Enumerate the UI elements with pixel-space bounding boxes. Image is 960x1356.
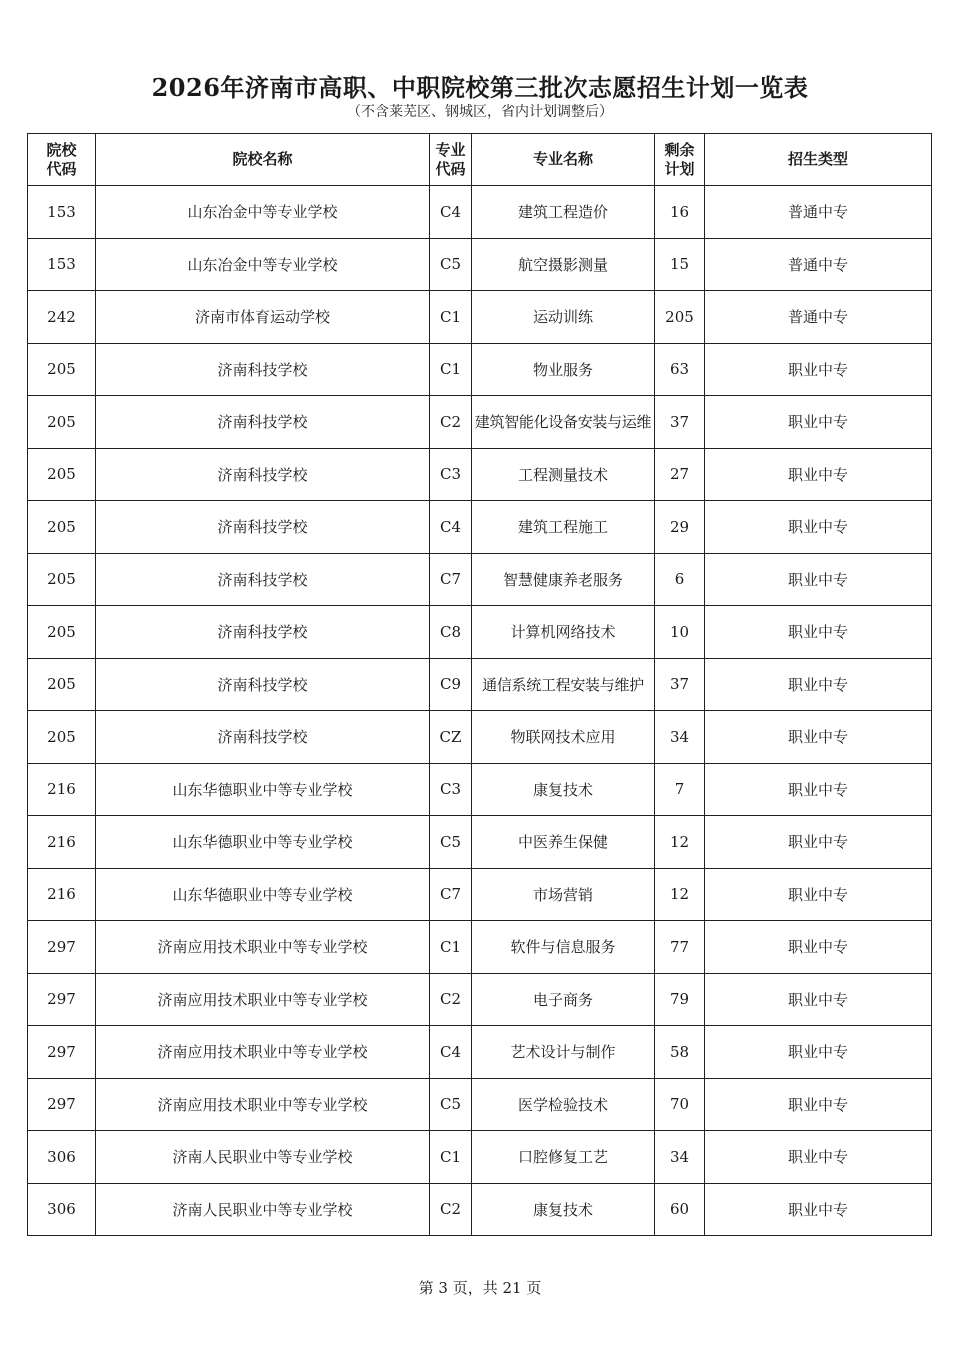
remaining-plan-cell: 37	[655, 396, 705, 449]
school-name-cell: 济南应用技术职业中等专业学校	[96, 973, 430, 1026]
enrollment-type-cell: 普通中专	[705, 186, 932, 239]
enrollment-type-cell: 职业中专	[705, 921, 932, 974]
major-name-cell: 建筑智能化设备安装与运维	[472, 396, 655, 449]
remaining-plan-cell: 63	[655, 343, 705, 396]
school-name-cell: 山东冶金中等专业学校	[96, 186, 430, 239]
school-code-cell: 297	[28, 1078, 96, 1131]
major-code-cell: C1	[430, 921, 472, 974]
table-row	[28, 1078, 932, 1131]
major-name-cell: 物联网技术应用	[472, 711, 655, 764]
header-enrollment-type: 招生类型	[705, 134, 932, 186]
page-number: 第 3 页，共 21 页	[418, 1279, 542, 1297]
enrollment-type-cell: 职业中专	[705, 343, 932, 396]
major-name-cell: 建筑工程施工	[472, 501, 655, 554]
enrollment-type-cell: 职业中专	[705, 396, 932, 449]
enrollment-type-cell: 职业中专	[705, 1078, 932, 1131]
major-code-cell: C2	[430, 973, 472, 1026]
major-name-cell: 运动训练	[472, 291, 655, 344]
table-header	[28, 134, 932, 186]
table-row	[28, 448, 932, 501]
table-body	[28, 186, 932, 1236]
school-name-cell: 山东华德职业中等专业学校	[96, 763, 430, 816]
school-code-cell: 153	[28, 186, 96, 239]
school-code-cell: 216	[28, 763, 96, 816]
school-code-cell: 306	[28, 1183, 96, 1236]
table-row	[28, 553, 932, 606]
school-code-cell: 216	[28, 868, 96, 921]
school-code-cell: 205	[28, 396, 96, 449]
school-name-cell: 济南科技学校	[96, 606, 430, 659]
enrollment-type-cell: 职业中专	[705, 973, 932, 1026]
remaining-plan-cell: 7	[655, 763, 705, 816]
major-code-cell: C2	[430, 396, 472, 449]
major-code-cell: C5	[430, 816, 472, 869]
remaining-plan-cell: 27	[655, 448, 705, 501]
school-code-cell: 216	[28, 816, 96, 869]
major-code-cell: C5	[430, 1078, 472, 1131]
major-name-cell: 软件与信息服务	[472, 921, 655, 974]
enrollment-type-cell: 职业中专	[705, 816, 932, 869]
school-name-cell: 济南科技学校	[96, 448, 430, 501]
table-row	[28, 1183, 932, 1236]
major-name-cell: 工程测量技术	[472, 448, 655, 501]
school-code-cell: 297	[28, 973, 96, 1026]
school-name-cell: 济南科技学校	[96, 396, 430, 449]
major-code-cell: C1	[430, 343, 472, 396]
remaining-plan-cell: 58	[655, 1026, 705, 1079]
major-code-cell: C7	[430, 868, 472, 921]
table-row	[28, 816, 932, 869]
major-code-cell: C2	[430, 1183, 472, 1236]
header-row	[28, 134, 932, 186]
school-name-cell: 济南人民职业中等专业学校	[96, 1131, 430, 1184]
school-code-cell: 205	[28, 448, 96, 501]
enrollment-type-cell: 职业中专	[705, 868, 932, 921]
remaining-plan-cell: 60	[655, 1183, 705, 1236]
table-row	[28, 396, 932, 449]
enrollment-type-cell: 职业中专	[705, 606, 932, 659]
header-school-code: 院校 代码	[28, 134, 96, 186]
enrollment-type-cell: 职业中专	[705, 658, 932, 711]
table-row	[28, 501, 932, 554]
school-code-cell: 205	[28, 711, 96, 764]
major-code-cell: C1	[430, 1131, 472, 1184]
major-name-cell: 市场营销	[472, 868, 655, 921]
header-major-code: 专业 代码	[430, 134, 472, 186]
remaining-plan-cell: 205	[655, 291, 705, 344]
school-code-cell: 153	[28, 238, 96, 291]
table-row	[28, 606, 932, 659]
enrollment-type-cell: 普通中专	[705, 291, 932, 344]
remaining-plan-cell: 79	[655, 973, 705, 1026]
school-name-cell: 济南科技学校	[96, 658, 430, 711]
enrollment-plan-table	[27, 133, 932, 1236]
remaining-plan-cell: 12	[655, 816, 705, 869]
enrollment-type-cell: 职业中专	[705, 1131, 932, 1184]
document-title: 2026年济南市高职、中职院校第三批次志愿招生计划一览表	[151, 73, 809, 102]
school-code-cell: 242	[28, 291, 96, 344]
major-code-cell: C4	[430, 186, 472, 239]
school-name-cell: 济南科技学校	[96, 501, 430, 554]
school-name-cell: 济南人民职业中等专业学校	[96, 1183, 430, 1236]
enrollment-type-cell: 职业中专	[705, 1183, 932, 1236]
major-name-cell: 中医养生保健	[472, 816, 655, 869]
school-name-cell: 山东冶金中等专业学校	[96, 238, 430, 291]
remaining-plan-cell: 34	[655, 711, 705, 764]
school-code-cell: 297	[28, 1026, 96, 1079]
document-subtitle: （不含莱芜区、钢城区，省内计划调整后）	[347, 104, 613, 120]
remaining-plan-cell: 10	[655, 606, 705, 659]
remaining-plan-cell: 37	[655, 658, 705, 711]
table-row	[28, 343, 932, 396]
major-name-cell: 口腔修复工艺	[472, 1131, 655, 1184]
major-name-cell: 通信系统工程安装与维护	[472, 658, 655, 711]
school-name-cell: 济南市体育运动学校	[96, 291, 430, 344]
school-code-cell: 205	[28, 658, 96, 711]
school-name-cell: 济南科技学校	[96, 553, 430, 606]
school-code-cell: 205	[28, 501, 96, 554]
major-code-cell: C1	[430, 291, 472, 344]
enrollment-type-cell: 职业中专	[705, 553, 932, 606]
major-name-cell: 航空摄影测量	[472, 238, 655, 291]
table-row	[28, 658, 932, 711]
major-name-cell: 计算机网络技术	[472, 606, 655, 659]
header-major-name: 专业名称	[472, 134, 655, 186]
major-code-cell: CZ	[430, 711, 472, 764]
school-code-cell: 205	[28, 343, 96, 396]
enrollment-type-cell: 职业中专	[705, 1026, 932, 1079]
enrollment-type-cell: 职业中专	[705, 501, 932, 554]
remaining-plan-cell: 15	[655, 238, 705, 291]
enrollment-type-cell: 职业中专	[705, 448, 932, 501]
enrollment-type-cell: 职业中专	[705, 763, 932, 816]
table-row	[28, 186, 932, 239]
major-code-cell: C5	[430, 238, 472, 291]
table-row	[28, 1131, 932, 1184]
school-name-cell: 济南应用技术职业中等专业学校	[96, 1078, 430, 1131]
major-code-cell: C4	[430, 501, 472, 554]
school-name-cell: 济南应用技术职业中等专业学校	[96, 921, 430, 974]
table-row	[28, 868, 932, 921]
major-name-cell: 建筑工程造价	[472, 186, 655, 239]
remaining-plan-cell: 12	[655, 868, 705, 921]
remaining-plan-cell: 70	[655, 1078, 705, 1131]
major-name-cell: 电子商务	[472, 973, 655, 1026]
remaining-plan-cell: 29	[655, 501, 705, 554]
remaining-plan-cell: 6	[655, 553, 705, 606]
table-row	[28, 973, 932, 1026]
major-name-cell: 物业服务	[472, 343, 655, 396]
remaining-plan-cell: 34	[655, 1131, 705, 1184]
school-code-cell: 205	[28, 553, 96, 606]
major-code-cell: C9	[430, 658, 472, 711]
school-name-cell: 山东华德职业中等专业学校	[96, 868, 430, 921]
major-code-cell: C3	[430, 448, 472, 501]
table-row	[28, 921, 932, 974]
school-code-cell: 297	[28, 921, 96, 974]
table-row	[28, 711, 932, 764]
remaining-plan-cell: 16	[655, 186, 705, 239]
major-code-cell: C7	[430, 553, 472, 606]
enrollment-type-cell: 普通中专	[705, 238, 932, 291]
remaining-plan-cell: 77	[655, 921, 705, 974]
major-name-cell: 康复技术	[472, 1183, 655, 1236]
major-code-cell: C3	[430, 763, 472, 816]
school-code-cell: 306	[28, 1131, 96, 1184]
header-school-name: 院校名称	[96, 134, 430, 186]
major-name-cell: 医学检验技术	[472, 1078, 655, 1131]
major-name-cell: 艺术设计与制作	[472, 1026, 655, 1079]
major-name-cell: 康复技术	[472, 763, 655, 816]
table-row	[28, 291, 932, 344]
table-row	[28, 763, 932, 816]
school-name-cell: 济南科技学校	[96, 343, 430, 396]
header-remaining-plan: 剩余 计划	[655, 134, 705, 186]
school-name-cell: 济南科技学校	[96, 711, 430, 764]
table-row	[28, 1026, 932, 1079]
major-name-cell: 智慧健康养老服务	[472, 553, 655, 606]
major-code-cell: C4	[430, 1026, 472, 1079]
table-row	[28, 238, 932, 291]
school-code-cell: 205	[28, 606, 96, 659]
school-name-cell: 济南应用技术职业中等专业学校	[96, 1026, 430, 1079]
enrollment-type-cell: 职业中专	[705, 711, 932, 764]
major-code-cell: C8	[430, 606, 472, 659]
school-name-cell: 山东华德职业中等专业学校	[96, 816, 430, 869]
